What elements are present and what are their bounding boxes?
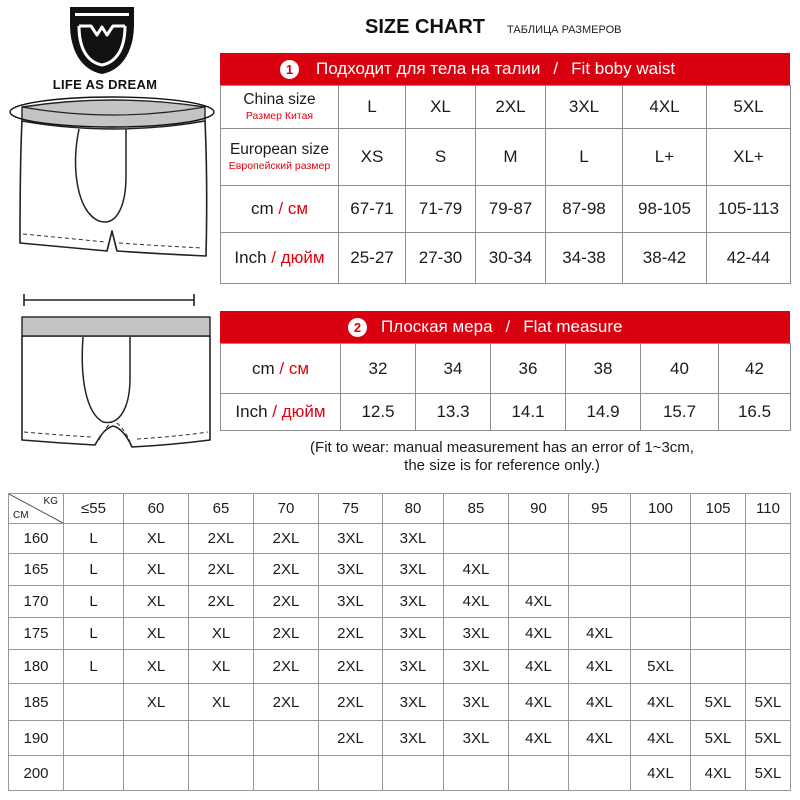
flat-waistband: [22, 317, 210, 336]
corner-diagonal: [9, 494, 63, 523]
flat-heading-en: Flat measure: [523, 317, 623, 336]
size-cell: 2XL: [319, 618, 383, 650]
waist-heading-en: Fit boby waist: [571, 59, 676, 78]
inch-label-ru: / дюйм: [271, 248, 325, 267]
fit-table-body: [9, 524, 791, 791]
weight-header-cell: 60: [124, 494, 189, 524]
empty-size-cell: [569, 586, 631, 618]
waist-cm-value: 79-87: [476, 186, 546, 233]
inch-label-ru: / дюйм: [272, 402, 326, 421]
size-cell: 5XL: [691, 721, 746, 756]
size-cell: 3XL: [319, 524, 383, 554]
size-cell: XL: [124, 586, 189, 618]
size-cell: 3XL: [383, 650, 444, 684]
height-cell: 170: [9, 586, 64, 618]
fit-table-row: [9, 618, 791, 650]
size-cell: L: [64, 618, 124, 650]
empty-size-cell: [64, 756, 124, 791]
flat-cm-row: [221, 344, 791, 394]
size-cell: 3XL: [383, 721, 444, 756]
empty-size-cell: [691, 554, 746, 586]
heading-separator: /: [553, 59, 559, 78]
size-cell: 2XL: [319, 721, 383, 756]
size-cell: XL: [124, 650, 189, 684]
size-cell: 5XL: [746, 684, 791, 721]
waist-cm-value: 67-71: [339, 186, 406, 233]
cm-label: cm: [251, 358, 275, 378]
empty-size-cell: [746, 554, 791, 586]
size-cell: L: [64, 586, 124, 618]
european-size-label: European size: [229, 141, 330, 158]
flat-measure-line: [24, 294, 194, 306]
height-unit-label: CM: [13, 510, 29, 521]
size-cell: 3XL: [383, 684, 444, 721]
fit-table-row: [9, 650, 791, 684]
size-cell: 4XL: [569, 684, 631, 721]
size-cell: 2XL: [319, 650, 383, 684]
waist-inch-value: 42-44: [707, 233, 791, 284]
size-cell: 3XL: [383, 554, 444, 586]
size-cell: 4XL: [509, 721, 569, 756]
waist-cm-row: [221, 186, 791, 233]
flat-inch-value: 12.5: [341, 394, 416, 431]
size-cell: 4XL: [569, 618, 631, 650]
cm-label-ru: / см: [278, 199, 309, 218]
china-size-label-cell: [221, 86, 339, 129]
size-cell: XL: [124, 684, 189, 721]
waist-inch-value: 38-42: [623, 233, 707, 284]
empty-size-cell: [383, 756, 444, 791]
size-cell: 4XL: [444, 554, 509, 586]
flat-inch-label-cell: [221, 394, 341, 431]
flat-inch-row: [221, 394, 791, 431]
size-cell: 4XL: [444, 586, 509, 618]
empty-size-cell: [746, 524, 791, 554]
size-cell: 4XL: [691, 756, 746, 791]
size-cell: XL: [124, 618, 189, 650]
flat-section-header: [220, 311, 790, 343]
flat-inch-value: 14.9: [566, 394, 641, 431]
flat-view-boxer-icon: [22, 294, 210, 447]
size-cell: 2XL: [254, 618, 319, 650]
size-cell: 3XL: [383, 618, 444, 650]
weight-header-cell: 65: [189, 494, 254, 524]
china-size-value: XL: [406, 86, 476, 129]
flat-boxer-body: [22, 336, 210, 447]
size-cell: XL: [189, 618, 254, 650]
boxer-body: [20, 121, 207, 256]
waist-cm-label-cell: [221, 186, 339, 233]
flat-inch-value: 15.7: [641, 394, 719, 431]
section-number-badge: 2: [348, 318, 367, 337]
measurement-note: [262, 439, 742, 475]
waist-cm-value: 87-98: [546, 186, 623, 233]
empty-size-cell: [254, 721, 319, 756]
height-cell: 180: [9, 650, 64, 684]
brand-logo-icon: [67, 4, 137, 76]
flat-cm-value: 42: [719, 344, 791, 394]
waist-section-header: [220, 53, 790, 85]
size-cell: 4XL: [509, 618, 569, 650]
empty-size-cell: [631, 554, 691, 586]
size-cell: L: [64, 650, 124, 684]
empty-size-cell: [569, 524, 631, 554]
weight-header-cell: 100: [631, 494, 691, 524]
waist-heading-ru: Подходит для тела на талии: [316, 59, 541, 78]
weight-header-cell: 80: [383, 494, 444, 524]
waist-size-table: [220, 85, 791, 284]
waist-inch-value: 30-34: [476, 233, 546, 284]
empty-size-cell: [746, 650, 791, 684]
fit-table-row: [9, 524, 791, 554]
height-cell: 200: [9, 756, 64, 791]
size-cell: 2XL: [254, 650, 319, 684]
empty-size-cell: [509, 524, 569, 554]
flat-inch-value: 16.5: [719, 394, 791, 431]
flat-cm-value: 40: [641, 344, 719, 394]
size-cell: 3XL: [319, 554, 383, 586]
weight-header-cell: 105: [691, 494, 746, 524]
weight-header-cell: 75: [319, 494, 383, 524]
page-subtitle: ТАБЛИЦА РАЗМЕРОВ: [507, 24, 622, 36]
empty-size-cell: [569, 554, 631, 586]
size-cell: XL: [124, 554, 189, 586]
height-cell: 185: [9, 684, 64, 721]
waist-inch-value: 27-30: [406, 233, 476, 284]
weight-header-cell: 70: [254, 494, 319, 524]
european-size-label-cell: [221, 129, 339, 186]
fit-table-row: [9, 684, 791, 721]
waist-cm-value: 105-113: [707, 186, 791, 233]
size-cell: 2XL: [254, 684, 319, 721]
size-cell: 3XL: [444, 721, 509, 756]
flat-cm-value: 34: [416, 344, 491, 394]
size-cell: 5XL: [746, 756, 791, 791]
inch-label: Inch: [235, 402, 268, 421]
empty-size-cell: [509, 756, 569, 791]
china-size-label-ru: Размер Китая: [245, 110, 314, 122]
size-cell: 2XL: [319, 684, 383, 721]
empty-size-cell: [691, 618, 746, 650]
corner-cell: [9, 494, 64, 524]
height-cell: 165: [9, 554, 64, 586]
weight-header-cell: 95: [569, 494, 631, 524]
empty-size-cell: [631, 618, 691, 650]
size-cell: 3XL: [444, 618, 509, 650]
boxer-illustrations: [0, 88, 224, 468]
waist-inch-row: [221, 233, 791, 284]
empty-size-cell: [64, 684, 124, 721]
flat-inch-value: 13.3: [416, 394, 491, 431]
size-cell: L: [64, 524, 124, 554]
waist-inch-label-cell: [221, 233, 339, 284]
size-cell: 2XL: [189, 524, 254, 554]
size-cell: 4XL: [631, 684, 691, 721]
note-line-1: (Fit to wear: manual measurement has an error of 1~3cm,: [310, 439, 694, 456]
fit-table-row: [9, 554, 791, 586]
height-cell: 175: [9, 618, 64, 650]
section-number-badge: 1: [280, 60, 299, 79]
size-cell: 4XL: [509, 650, 569, 684]
empty-size-cell: [124, 721, 189, 756]
european-size-value: L+: [623, 129, 707, 186]
empty-size-cell: [189, 756, 254, 791]
china-size-value: 3XL: [546, 86, 623, 129]
empty-size-cell: [254, 756, 319, 791]
flat-cm-value: 32: [341, 344, 416, 394]
size-cell: 3XL: [444, 650, 509, 684]
weight-header-cell: 85: [444, 494, 509, 524]
empty-size-cell: [691, 524, 746, 554]
china-size-value: 4XL: [623, 86, 707, 129]
waist-inch-value: 25-27: [339, 233, 406, 284]
weight-header-cell: ≤55: [64, 494, 124, 524]
heading-separator: /: [505, 317, 511, 336]
waist-view-boxer-icon: [10, 97, 214, 256]
empty-size-cell: [691, 586, 746, 618]
size-cell: 2XL: [254, 524, 319, 554]
size-cell: XL: [189, 650, 254, 684]
height-cell: 160: [9, 524, 64, 554]
empty-size-cell: [631, 524, 691, 554]
inch-label: Inch: [234, 248, 267, 267]
size-cell: 5XL: [631, 650, 691, 684]
fit-table-row: [9, 721, 791, 756]
empty-size-cell: [189, 721, 254, 756]
weight-header-row: [9, 494, 791, 524]
size-cell: 4XL: [569, 721, 631, 756]
height-cell: 190: [9, 721, 64, 756]
size-cell: 4XL: [631, 756, 691, 791]
european-size-value: L: [546, 129, 623, 186]
size-cell: 3XL: [383, 586, 444, 618]
flat-cm-value: 36: [491, 344, 566, 394]
empty-size-cell: [746, 618, 791, 650]
empty-size-cell: [124, 756, 189, 791]
size-cell: 4XL: [631, 721, 691, 756]
height-weight-fit-table: [8, 493, 791, 791]
fit-table-row: [9, 756, 791, 791]
european-size-label-ru: Европейский размер: [228, 160, 331, 172]
page-title: SIZE CHART: [365, 16, 485, 38]
size-cell: 3XL: [444, 684, 509, 721]
empty-size-cell: [444, 524, 509, 554]
waist-cm-value: 71-79: [406, 186, 476, 233]
flat-cm-value: 38: [566, 344, 641, 394]
size-cell: 4XL: [509, 684, 569, 721]
size-cell: XL: [124, 524, 189, 554]
size-cell: 3XL: [319, 586, 383, 618]
weight-header-cell: 110: [746, 494, 791, 524]
china-size-row: [221, 86, 791, 129]
size-cell: 5XL: [691, 684, 746, 721]
size-cell: 2XL: [189, 554, 254, 586]
flat-heading-ru: Плоская мера: [381, 317, 493, 336]
european-size-value: S: [406, 129, 476, 186]
weight-unit-label: KG: [43, 496, 58, 507]
empty-size-cell: [64, 721, 124, 756]
size-cell: XL: [189, 684, 254, 721]
flat-cm-label-cell: [221, 344, 341, 394]
size-cell: 2XL: [254, 586, 319, 618]
china-size-value: 2XL: [476, 86, 546, 129]
cm-label-ru: / см: [279, 358, 310, 378]
waist-inch-value: 34-38: [546, 233, 623, 284]
weight-header-cell: 90: [509, 494, 569, 524]
fit-table-row: [9, 586, 791, 618]
china-size-value: 5XL: [707, 86, 791, 129]
european-size-value: XS: [339, 129, 406, 186]
size-cell: 4XL: [509, 586, 569, 618]
european-size-row: [221, 129, 791, 186]
china-size-value: L: [339, 86, 406, 129]
size-cell: 2XL: [189, 586, 254, 618]
size-cell: L: [64, 554, 124, 586]
cm-label: cm: [250, 199, 274, 218]
flat-measure-table: [220, 343, 791, 431]
european-size-value: XL+: [707, 129, 791, 186]
empty-size-cell: [444, 756, 509, 791]
empty-size-cell: [691, 650, 746, 684]
brand-name: LIFE AS DREAM: [52, 77, 158, 92]
size-cell: 4XL: [569, 650, 631, 684]
size-cell: 5XL: [746, 721, 791, 756]
empty-size-cell: [319, 756, 383, 791]
empty-size-cell: [509, 554, 569, 586]
size-cell: 3XL: [383, 524, 444, 554]
waist-cm-value: 98-105: [623, 186, 707, 233]
size-cell: 2XL: [254, 554, 319, 586]
empty-size-cell: [569, 756, 631, 791]
empty-size-cell: [631, 586, 691, 618]
china-size-label: China size: [243, 91, 316, 108]
empty-size-cell: [746, 586, 791, 618]
note-line-2: the size is for reference only.): [404, 457, 600, 474]
european-size-value: M: [476, 129, 546, 186]
flat-inch-value: 14.1: [491, 394, 566, 431]
